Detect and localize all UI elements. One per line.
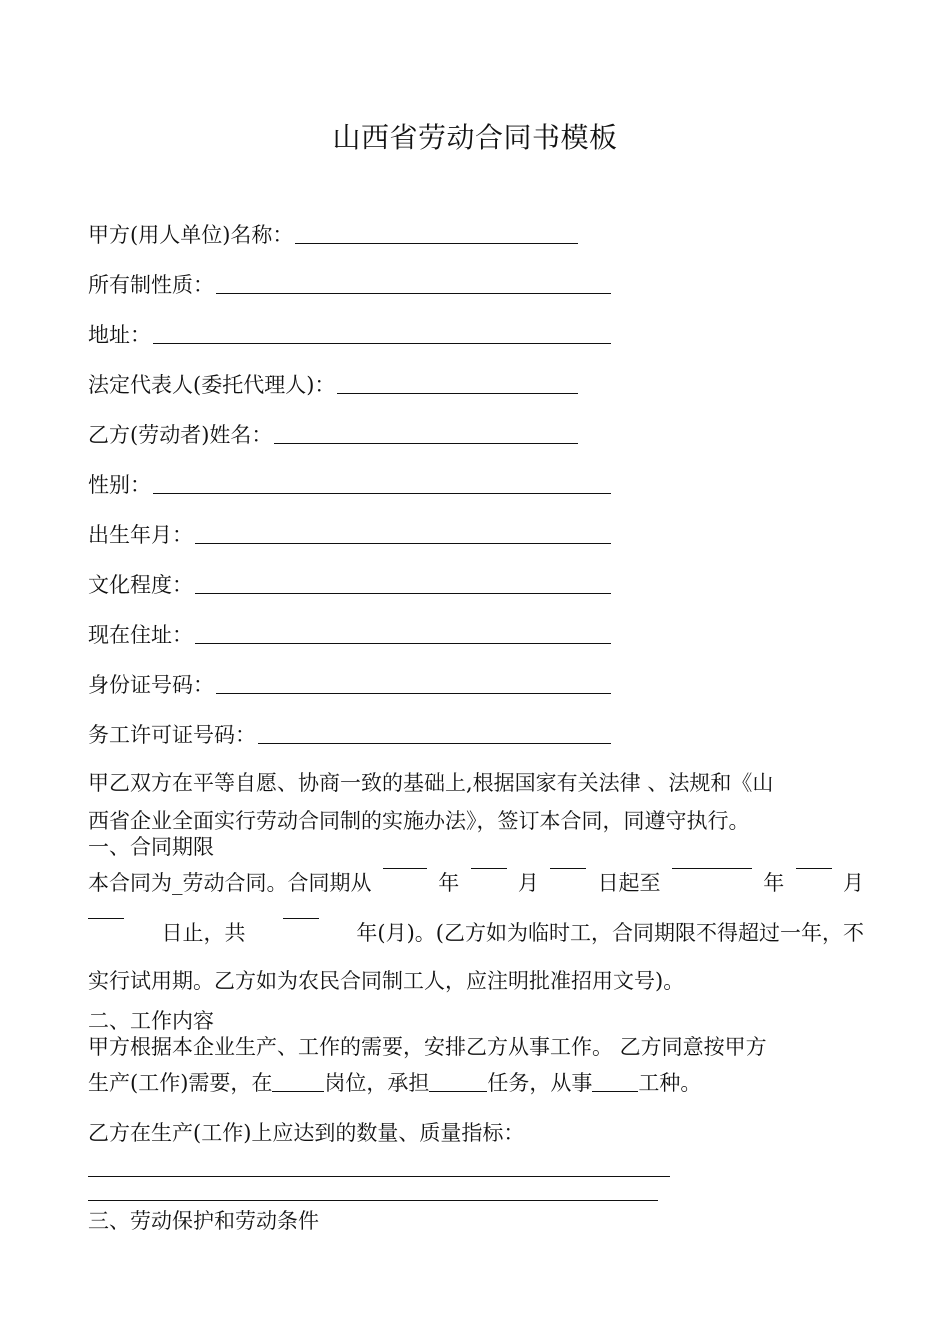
term-text-g: 日止，共 [161, 921, 246, 945]
work-text-b: 生产(工作)需要，在 [88, 1071, 273, 1095]
contract-term-line-1 [88, 868, 864, 898]
field-birth-date [88, 520, 611, 550]
blank-line[interactable] [153, 343, 611, 344]
term-text-a: 本合同为_劳动合同。合同期从 [88, 871, 372, 895]
field-employer-name [88, 220, 578, 250]
work-text-d: 任务，从事 [487, 1071, 593, 1095]
field-label: 所有制性质： [88, 273, 214, 297]
section-1-heading [88, 832, 214, 862]
term-text-h: 年(月)。(乙方如为临时工，合同期限不得超过一年，不 [356, 921, 864, 945]
field-id-number [88, 670, 611, 700]
blank-line[interactable] [258, 743, 611, 744]
work-text-a: 甲方根据本企业生产、工作的需要，安排乙方从事工作。 乙方同意按甲方 [88, 1035, 767, 1059]
field-label: 法定代表人(委托代理人)： [88, 373, 336, 397]
term-text-f: 月 [842, 871, 864, 895]
work-text-e: 工种。 [638, 1071, 702, 1095]
blank-job-type[interactable] [592, 1091, 638, 1092]
blank-line[interactable] [153, 493, 611, 494]
blank-task[interactable] [429, 1091, 487, 1092]
field-label: 务工许可证号码： [88, 723, 256, 747]
blank-line[interactable] [195, 543, 611, 544]
blank-line[interactable] [216, 693, 611, 694]
section-3-heading [88, 1206, 319, 1236]
field-employee-name [88, 420, 578, 450]
work-text-f: 乙方在生产(工作)上应达到的数量、质量指标： [88, 1121, 525, 1145]
blank-end-year[interactable] [672, 868, 752, 869]
blank-quality-metrics-1[interactable] [88, 1176, 670, 1177]
term-text-e: 年 [763, 871, 785, 895]
intro-line-1: 甲乙双方在平等自愿、协商一致的基础上,根据国家有关法律 、法规和《山 [88, 771, 774, 795]
blank-line[interactable] [274, 443, 578, 444]
blank-line[interactable] [195, 643, 611, 644]
field-education [88, 570, 611, 600]
blank-position[interactable] [272, 1091, 324, 1092]
blank-start-day[interactable] [550, 868, 586, 869]
field-label: 出生年月： [88, 523, 193, 547]
blank-line[interactable] [337, 393, 578, 394]
field-address [88, 320, 611, 350]
field-label: 文化程度： [88, 573, 193, 597]
term-text-i: 实行试用期。乙方如为农民合同制工人，应注明批准招用文号)。 [88, 969, 685, 993]
contract-term-line-2 [88, 918, 864, 948]
term-text-d: 日起至 [597, 871, 661, 895]
blank-start-year[interactable] [383, 868, 427, 869]
work-content-line-2 [88, 1068, 701, 1098]
blank-start-month[interactable] [471, 868, 507, 869]
blank-quality-metrics-2[interactable] [88, 1200, 658, 1201]
blank-line[interactable] [295, 243, 578, 244]
term-text-b: 年 [438, 871, 460, 895]
blank-end-day[interactable] [88, 918, 124, 919]
work-content-line-1 [88, 1032, 767, 1062]
document-title: 山西省劳动合同书模板 [332, 121, 618, 154]
blank-total-years[interactable] [283, 918, 319, 919]
field-label: 乙方(劳动者)姓名： [88, 423, 273, 447]
field-gender [88, 470, 611, 500]
field-ownership [88, 270, 611, 300]
field-legal-representative [88, 370, 578, 400]
field-work-permit-number [88, 720, 611, 750]
contract-term-line-3 [88, 966, 684, 996]
term-text-c: 月 [517, 871, 539, 895]
blank-line[interactable] [195, 593, 611, 594]
field-current-address [88, 620, 611, 650]
section-heading: 三、劳动保护和劳动条件 [88, 1209, 319, 1233]
field-label: 身份证号码： [88, 673, 214, 697]
section-heading: 一、合同期限 [88, 835, 214, 859]
field-label: 地址： [88, 323, 151, 347]
blank-end-month[interactable] [796, 868, 832, 869]
field-label: 现在住址： [88, 623, 193, 647]
intro-line-2: 西省企业全面实行劳动合同制的实施办法》，签订本合同，同遵守执行。 [88, 809, 750, 833]
field-label: 甲方(用人单位)名称： [88, 223, 294, 247]
work-content-line-3 [88, 1118, 524, 1148]
work-text-c: 岗位，承担 [324, 1071, 430, 1095]
blank-line[interactable] [216, 293, 611, 294]
section-heading: 二、工作内容 [88, 1009, 214, 1033]
field-label: 性别： [88, 473, 151, 497]
intro-paragraph [88, 768, 773, 798]
